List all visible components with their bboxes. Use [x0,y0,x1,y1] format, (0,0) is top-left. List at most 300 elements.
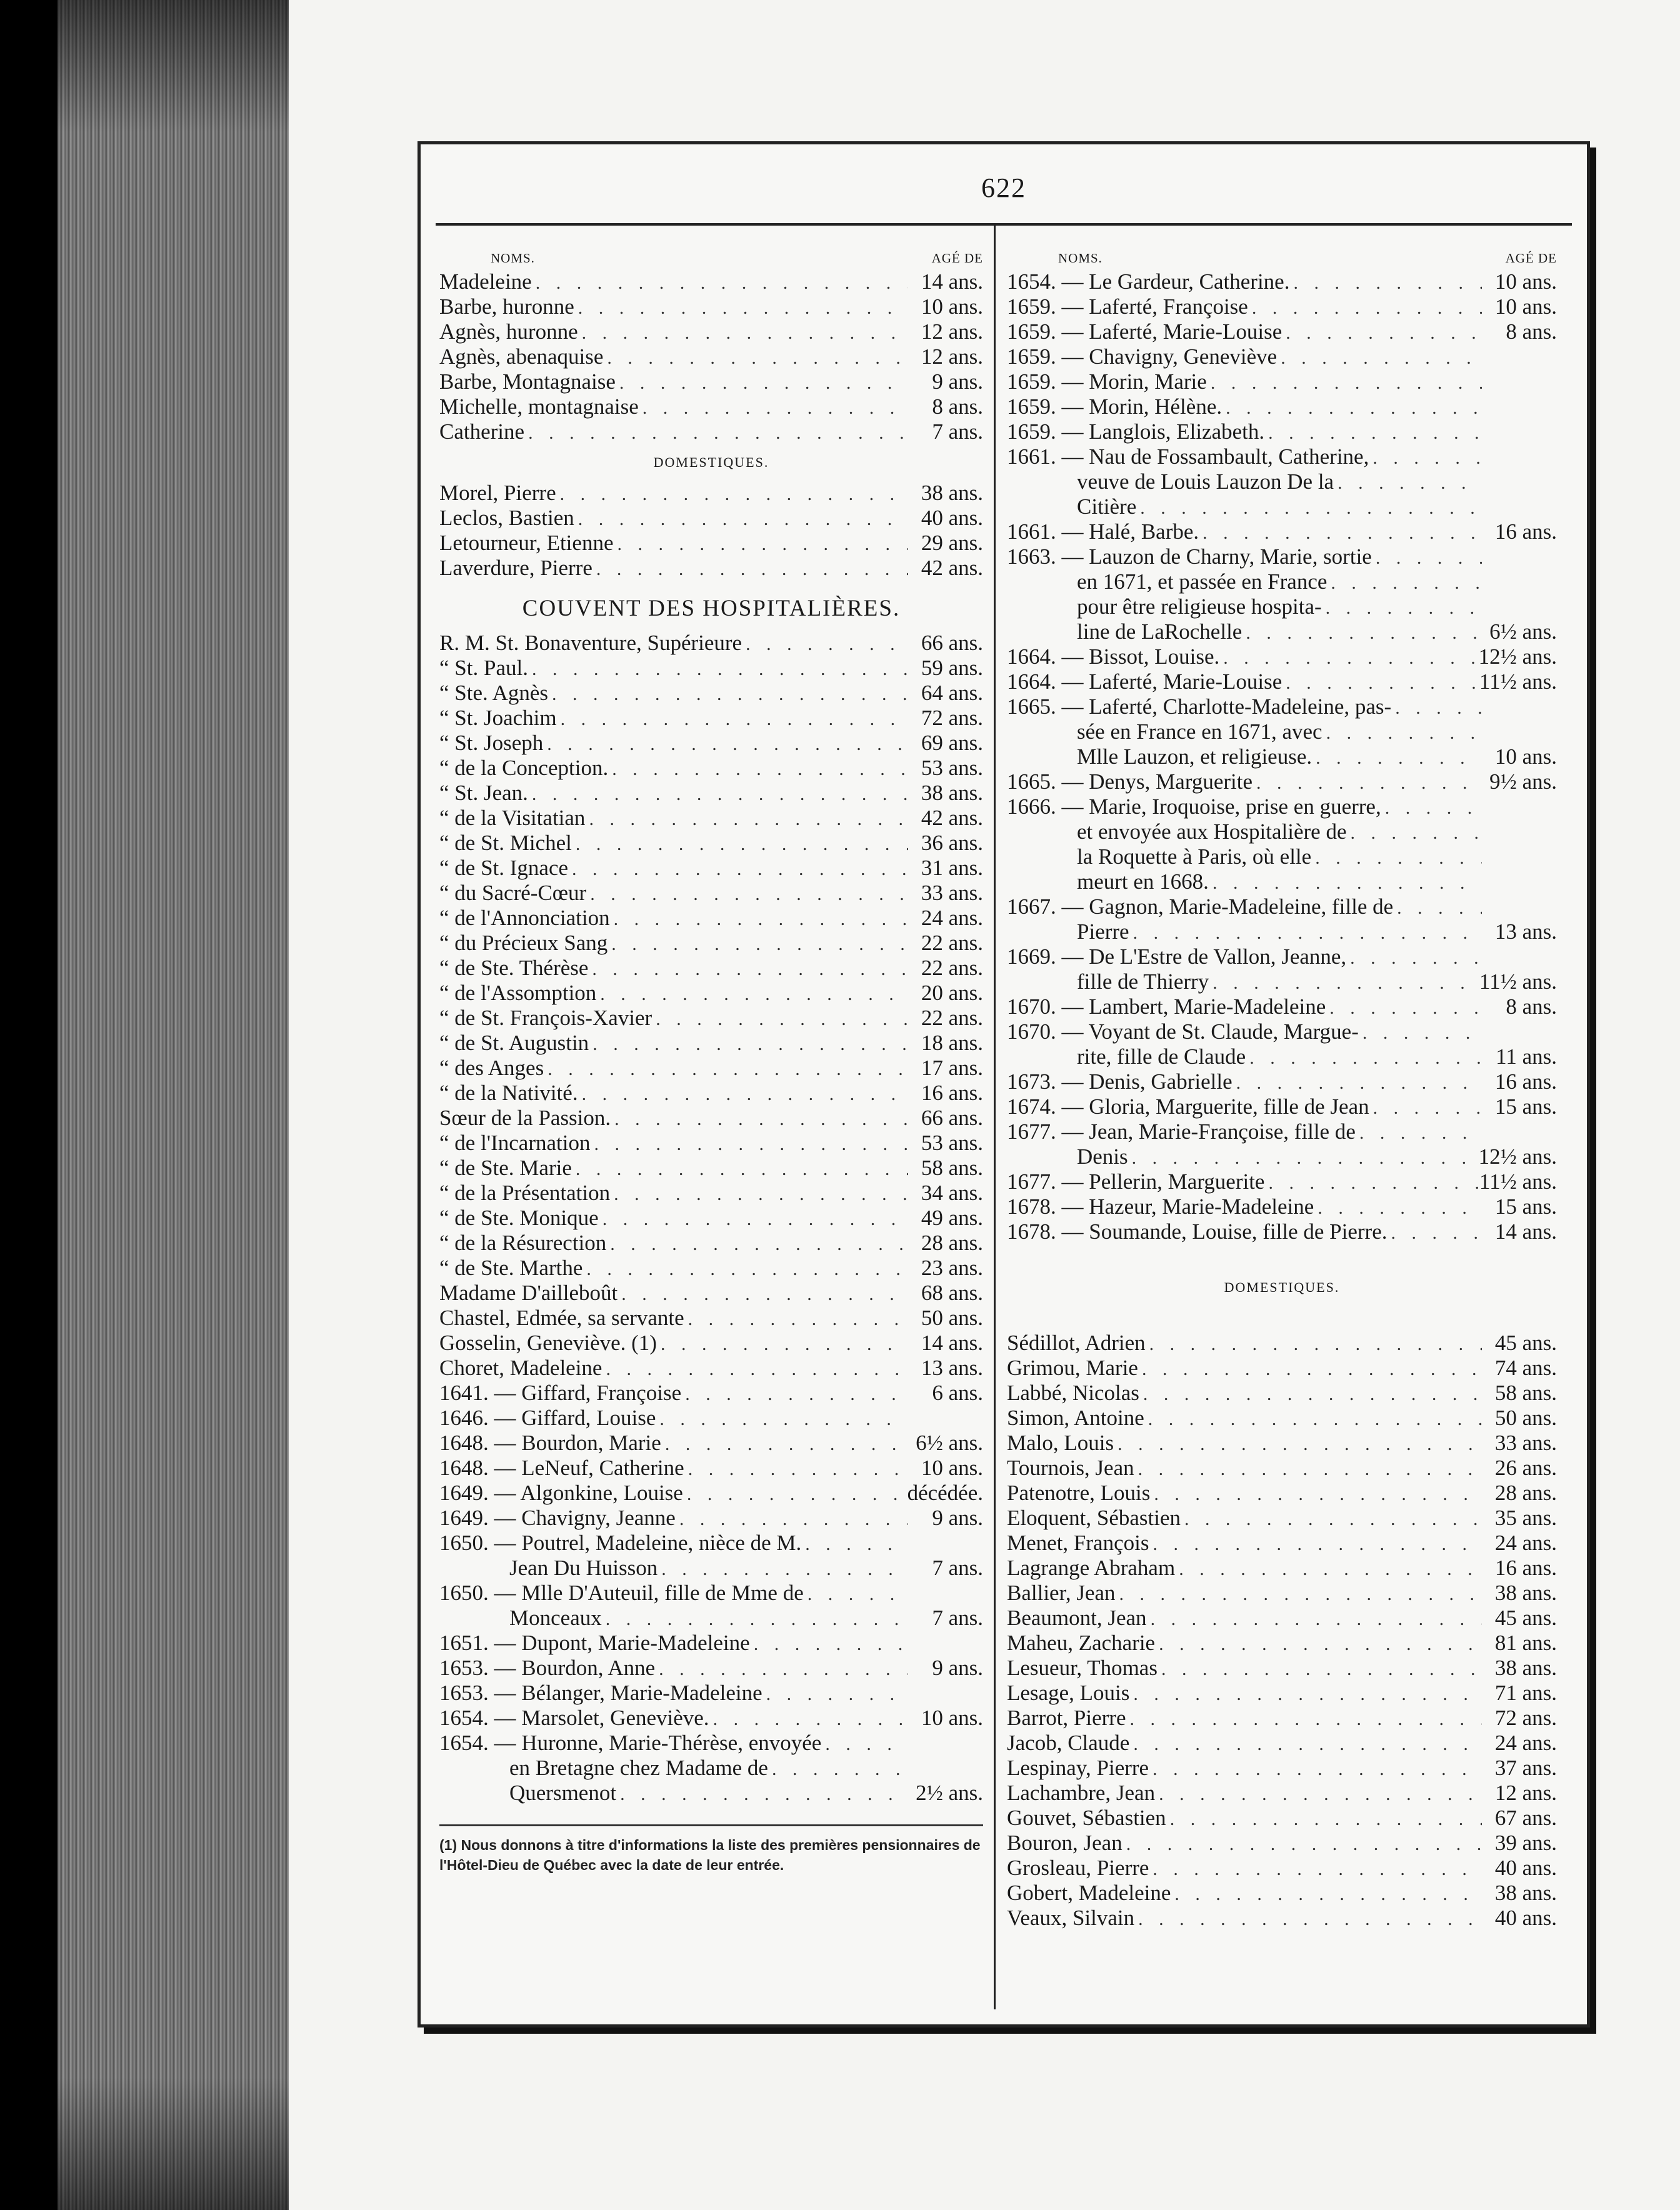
entry-name: “ de Ste. Monique [439,1206,599,1230]
leader-dots [603,346,908,369]
leader-dots [1356,1121,1482,1144]
leader-dots [1391,696,1482,719]
entry-name: 1648. — LeNeuf, Catherine [439,1456,684,1480]
entry-name: 1678. — Hazeur, Marie-Madeleine [1007,1194,1314,1219]
entry-name: “ de Ste. Marthe [439,1256,583,1280]
entry-name: 1678. — Soumande, Louise, fille de Pierre. [1007,1219,1388,1244]
list-item [439,781,983,806]
entry-name: 1665. — Denys, Marguerite [1007,769,1253,794]
leader-dots [572,832,908,856]
entry-name: “ des Anges [439,1056,544,1080]
entry-age: 31 ans. [921,856,983,880]
entry-age: 22 ans. [921,956,983,980]
leader-dots [1175,1557,1482,1581]
names-header: NOMS. [491,251,535,266]
leader-dots [608,932,908,956]
entry-name: 1646. — Giffard, Louise [439,1406,656,1430]
list-item [1007,1656,1557,1681]
leader-dots [1359,1021,1482,1044]
entry-name: Gosselin, Geneviève. (1) [439,1331,657,1355]
leader-dots [801,1532,908,1556]
entry-age: 24 ans. [921,906,983,930]
leader-dots [1171,1882,1482,1906]
list-item [439,931,983,956]
list-item [439,1706,983,1731]
entry-age: 10 ans. [921,1456,983,1480]
column-divider [994,223,996,2009]
leader-dots [1369,1096,1482,1119]
entry-name: 1659. — Langlois, Elizabeth. [1007,419,1265,444]
list-item [1007,1094,1557,1119]
leader-dots [1199,521,1482,544]
list-item [439,906,983,931]
entry-name: et envoyée aux Hospitalière de [1077,819,1347,844]
list-item [439,1431,983,1456]
entry-name: “ de St. Augustin [439,1031,589,1055]
leader-dots [768,1757,908,1781]
leader-dots [1155,1782,1482,1806]
list-item [439,756,983,781]
list-item [1007,294,1557,319]
leader-dots [1134,1457,1482,1481]
list-item [439,1656,983,1681]
leader-dots [762,1682,908,1706]
entry-age: 59 ans. [921,656,983,680]
leader-dots [1134,1907,1482,1931]
entry-age: 17 ans. [921,1056,983,1080]
entry-age: 14 ans. [921,269,983,294]
footnote-rule [439,1824,983,1826]
entry-age: 10 ans. [1494,294,1557,319]
leader-dots [572,1157,908,1181]
entry-name: Morel, Pierre [439,481,556,505]
entry-name: sée en France en 1671, avec [1077,719,1322,744]
entry-age: 12½ ans. [1478,1144,1557,1169]
entry-name: 1664. — Laferté, Marie-Louise [1007,669,1282,694]
leader-dots [1158,1657,1482,1681]
entry-age: 38 ans. [1494,1656,1557,1680]
list-item [439,319,983,344]
leader-dots [1149,1757,1482,1781]
leader-dots [1334,471,1482,494]
leader-dots [1248,296,1482,319]
entry-age: 15 ans. [1494,1094,1557,1119]
list-item [1007,1356,1557,1381]
leader-dots [658,1557,908,1581]
entry-age: 40 ans. [1494,1906,1557,1930]
list-item [439,1631,983,1656]
entry-age: 42 ans. [921,556,983,580]
right-column [1007,251,1557,2012]
entry-name: Madeleine [439,269,532,294]
list-item [439,1181,983,1206]
entry-name: en Bretagne chez Madame de [509,1756,768,1780]
entry-name: 1654. — Huronne, Marie-Thérèse, envoyée [439,1731,822,1755]
leader-dots [1122,1832,1482,1856]
entry-name: fille de Thierry [1077,969,1209,994]
list-item [439,1156,983,1181]
leader-dots [639,396,908,419]
list-item [439,1006,983,1031]
list-item [1007,1806,1557,1831]
entry-age: 20 ans. [921,981,983,1005]
entry-name: 1659. — Laferté, Françoise [1007,294,1248,319]
leader-dots [821,1732,908,1756]
entry-name: 1677. — Pellerin, Marguerite [1007,1169,1265,1194]
list-item [1007,519,1557,544]
entry-name: 1651. — Dupont, Marie-Madeleine [439,1631,750,1655]
entry-name: Lesueur, Thomas [1007,1656,1158,1680]
entry-name: 1654. — Marsolet, Geneviève. [439,1706,709,1730]
list-item [439,956,983,981]
entry-name: Bouron, Jean [1007,1831,1122,1855]
entry-name: “ de Ste. Marie [439,1156,572,1180]
leader-dots [1372,546,1482,569]
leader-dots [610,907,908,931]
leader-dots [556,482,908,506]
entry-name: 1670. — Voyant de St. Claude, Margue- [1007,1019,1359,1044]
list-item [439,1506,983,1531]
leader-dots [1114,1432,1482,1456]
entry-age: 45 ans. [1494,1606,1557,1630]
entry-name: “ de St. Michel [439,831,572,855]
leader-dots [590,1132,908,1156]
entry-name: 1641. — Giffard, Françoise [439,1381,682,1405]
list-item [1007,1069,1557,1094]
list-item [439,394,983,419]
entry-name: la Roquette à Paris, où elle [1077,844,1312,869]
entry-name: 1659. — Chavigny, Geneviève [1007,344,1278,369]
entry-name: 1659. — Laferté, Marie-Louise [1007,319,1282,344]
leader-dots [528,657,908,681]
list-item [1007,669,1557,694]
entry-name: 1650. — Mlle D'Auteuil, fille de Mme de [439,1581,804,1605]
domestics-heading: DOMESTIQUES. [1224,1279,1340,1295]
list-item [1007,1556,1557,1581]
page-number: 622 [981,172,1026,203]
entry-name: Ballier, Jean [1007,1581,1116,1605]
entry-name: Gobert, Madeleine [1007,1881,1171,1905]
leader-dots [683,1482,908,1506]
entry-age: 2½ ans. [916,1781,983,1805]
entry-age: 49 ans. [921,1206,983,1230]
entry-name: 1653. — Bourdon, Anne [439,1656,656,1680]
leader-dots [543,732,908,756]
entry-age: 10 ans. [921,294,983,319]
leader-dots [684,1307,908,1331]
list-item [439,269,983,294]
leader-dots [1277,346,1482,369]
entry-name: pour être religieuse hospita- [1077,594,1322,619]
entry-age: 9 ans. [932,1506,983,1530]
entry-name: “ de Ste. Thérèse [439,956,589,980]
list-item [1007,1431,1557,1456]
entry-name: 1674. — Gloria, Marguerite, fille de Jean [1007,1094,1369,1119]
book-page-edge [58,0,292,2210]
leader-dots [599,1207,908,1231]
entry-name: Quersmenot [509,1781,617,1805]
entry-age: 18 ans. [921,1031,983,1055]
list-item [1007,444,1557,469]
list-item [1007,744,1557,769]
leader-dots [1181,1507,1482,1531]
entry-age: 29 ans. [921,531,983,555]
leader-dots [582,1257,908,1281]
leader-dots [1314,1196,1482,1219]
list-item [1007,394,1557,419]
list-item [1007,969,1557,994]
leader-dots [1246,1046,1482,1069]
entry-age: 40 ans. [921,506,983,530]
entry-name: 1667. — Gagnon, Marie-Madeleine, fille de [1007,894,1394,919]
list-item [439,419,983,444]
entry-age: 36 ans. [921,831,983,855]
domestics-list [1007,1331,1557,1931]
leader-dots [1209,971,1479,994]
list-item [1007,1856,1557,1881]
entry-name: 1670. — Lambert, Marie-Madeleine [1007,994,1326,1019]
leader-dots [1129,921,1482,944]
leader-dots [655,1657,908,1681]
list-item [1007,1681,1557,1706]
leader-dots [709,1707,908,1731]
leader-dots [574,296,908,319]
leader-dots [1139,1382,1482,1406]
pupils-list [439,269,983,444]
leader-dots [1322,721,1482,744]
leader-dots [1289,271,1482,294]
list-item [439,1106,983,1131]
list-item [439,806,983,831]
entry-age: 68 ans. [921,1281,983,1305]
list-item [1007,344,1557,369]
names-header: NOMS. [1058,251,1102,266]
entry-name: “ St. Jean. [439,781,528,805]
entry-name: Jacob, Claude [1007,1731,1130,1755]
list-item [1007,919,1557,944]
list-item [439,1456,983,1481]
list-item [439,531,983,556]
list-item [439,1081,983,1106]
entry-age: 23 ans. [921,1256,983,1280]
convent-heading: COUVENT DES HOSPITALIÈRES. [522,596,901,621]
leader-dots [1149,1857,1482,1881]
leader-dots [1149,1532,1482,1556]
boarders-list [439,1281,983,1806]
list-item [439,1531,983,1556]
entry-name: 1649. — Algonkine, Louise [439,1481,683,1505]
list-item [1007,719,1557,744]
entry-age: 26 ans. [1494,1456,1557,1480]
leader-dots [661,1432,908,1456]
list-item [439,831,983,856]
leader-dots [1311,846,1482,869]
entry-name: Barbe, huronne [439,294,574,319]
entry-name: “ Ste. Agnès [439,681,549,705]
entry-age: 28 ans. [921,1231,983,1255]
list-item [1007,1781,1557,1806]
entry-name: “ St. Joachim [439,706,557,730]
leader-dots [611,1107,908,1131]
list-item [1007,769,1557,794]
list-item [439,1331,983,1356]
entry-name: Leclos, Bastien [439,506,574,530]
list-item [1007,1044,1557,1069]
leader-dots [1136,496,1482,519]
leader-dots [585,807,908,831]
entry-name: Sédillot, Adrien [1007,1331,1146,1355]
entry-name: R. M. St. Bonaventure, Supérieure [439,631,742,655]
list-item [1007,1531,1557,1556]
entry-name: 1673. — Denis, Gabrielle [1007,1069,1232,1094]
leader-dots [1126,1707,1482,1731]
entry-name: 1659. — Morin, Hélène. [1007,394,1222,419]
list-item [1007,1331,1557,1356]
entry-name: Malo, Louis [1007,1431,1114,1455]
entry-age: 34 ans. [921,1181,983,1205]
list-item [1007,1219,1557,1244]
leader-dots [681,1382,908,1406]
list-item [439,1756,983,1781]
entry-name: Grosleau, Pierre [1007,1856,1149,1880]
entry-age: 39 ans. [1494,1831,1557,1855]
leader-dots [588,957,908,981]
list-item [1007,1881,1557,1906]
list-item [1007,1506,1557,1531]
entry-age: 71 ans. [1494,1681,1557,1705]
leader-dots [532,271,908,294]
list-item [1007,1606,1557,1631]
list-item [1007,644,1557,669]
entry-name: 1663. — Lauzon de Charny, Marie, sortie [1007,544,1372,569]
entry-name: line de LaRochelle [1077,619,1242,644]
list-item [439,1781,983,1806]
list-item [439,506,983,531]
list-item [439,344,983,369]
entry-name: Lesage, Louis [1007,1681,1130,1705]
leader-dots [618,1282,908,1306]
nuns-list [439,631,983,1281]
entry-age: 38 ans. [1494,1881,1557,1905]
leader-dots [1264,1171,1479,1194]
leader-dots [616,371,908,394]
entry-age: 6½ ans. [916,1431,983,1455]
leader-dots [1128,1146,1479,1169]
entry-age: 10 ans. [921,1706,983,1730]
entry-name: Pierre [1077,919,1129,944]
leader-dots [548,682,908,706]
entry-name: Denis [1077,1144,1128,1169]
entry-age: 38 ans. [921,481,983,505]
entry-age: 35 ans. [1494,1506,1557,1530]
leader-dots [684,1457,908,1481]
entry-name: Labbé, Nicolas [1007,1381,1139,1405]
list-item [1007,844,1557,869]
leader-dots [1138,1357,1482,1381]
domestics-list [439,481,983,581]
header-rule [436,223,1572,226]
list-item [1007,1019,1557,1044]
entry-name: Laverdure, Pierre [439,556,592,580]
leader-dots [1327,571,1482,594]
entry-name: 1654. — Le Gardeur, Catherine. [1007,269,1290,294]
entry-age: 42 ans. [921,806,983,830]
entry-age: 38 ans. [1494,1581,1557,1605]
leader-dots [1232,1071,1482,1094]
entry-age: 66 ans. [921,631,983,655]
leader-dots [524,421,908,444]
entry-age: 12 ans. [921,319,983,344]
entry-age: 11 ans. [1496,1044,1557,1069]
entry-name: Michelle, montagnaise [439,394,639,419]
entry-age: 53 ans. [921,756,983,780]
list-item [1007,944,1557,969]
list-item [1007,994,1557,1019]
leader-dots [616,1782,908,1806]
list-item [439,294,983,319]
list-item [1007,1631,1557,1656]
entry-name: “ de l'Incarnation [439,1131,591,1155]
list-item [1007,594,1557,619]
entry-age: 9 ans. [932,369,983,394]
leader-dots [1129,1732,1482,1756]
leader-dots [1393,896,1482,919]
list-item [439,1306,983,1331]
list-item [439,1056,983,1081]
list-item [1007,1581,1557,1606]
leader-dots [586,882,908,906]
list-item [439,656,983,681]
list-item [1007,1456,1557,1481]
list-item [439,631,983,656]
leader-dots [657,1332,908,1356]
entry-name: en 1671, et passée en France [1077,569,1328,594]
entry-name: 1648. — Bourdon, Marie [439,1431,661,1455]
leader-dots [602,1357,908,1381]
leader-dots [613,532,908,556]
list-item [439,1231,983,1256]
entry-age: 8 ans. [1506,994,1557,1019]
page-frame [418,141,1590,2028]
list-item [439,1356,983,1381]
leader-dots [1147,1607,1482,1631]
entry-name: 1661. — Halé, Barbe. [1007,519,1199,544]
leader-dots [1166,1807,1482,1831]
leader-dots [602,1607,908,1631]
footnote: (1) Nous donnons à titre d'informations la liste des premières pensionnaires de l'Hôtel-Dieu de Québec avec la date de leur entrée. [439,1837,981,1873]
leader-dots [1129,1682,1482,1706]
leader-dots [742,632,908,656]
boarders-list [1007,269,1557,1244]
list-item [439,1681,983,1706]
entry-age: 9½ ans. [1489,769,1557,794]
entry-name: Barbe, Montagnaise [439,369,616,394]
entry-name: Gouvet, Sébastien [1007,1806,1166,1830]
entry-name: Menet, François [1007,1531,1149,1555]
entry-name: “ de la Conception. [439,756,609,780]
entry-age: 6½ ans. [1489,619,1557,644]
entry-age: 50 ans. [921,1306,983,1330]
entry-age: 24 ans. [1494,1731,1557,1755]
list-item [1007,1731,1557,1756]
leader-dots [1282,671,1479,694]
entry-age: 53 ans. [921,1131,983,1155]
list-item [439,681,983,706]
leader-dots [1222,396,1482,419]
entry-name: “ St. Joseph [439,731,544,755]
entry-name: Agnès, abenaquise [439,344,604,369]
leader-dots [528,782,908,806]
